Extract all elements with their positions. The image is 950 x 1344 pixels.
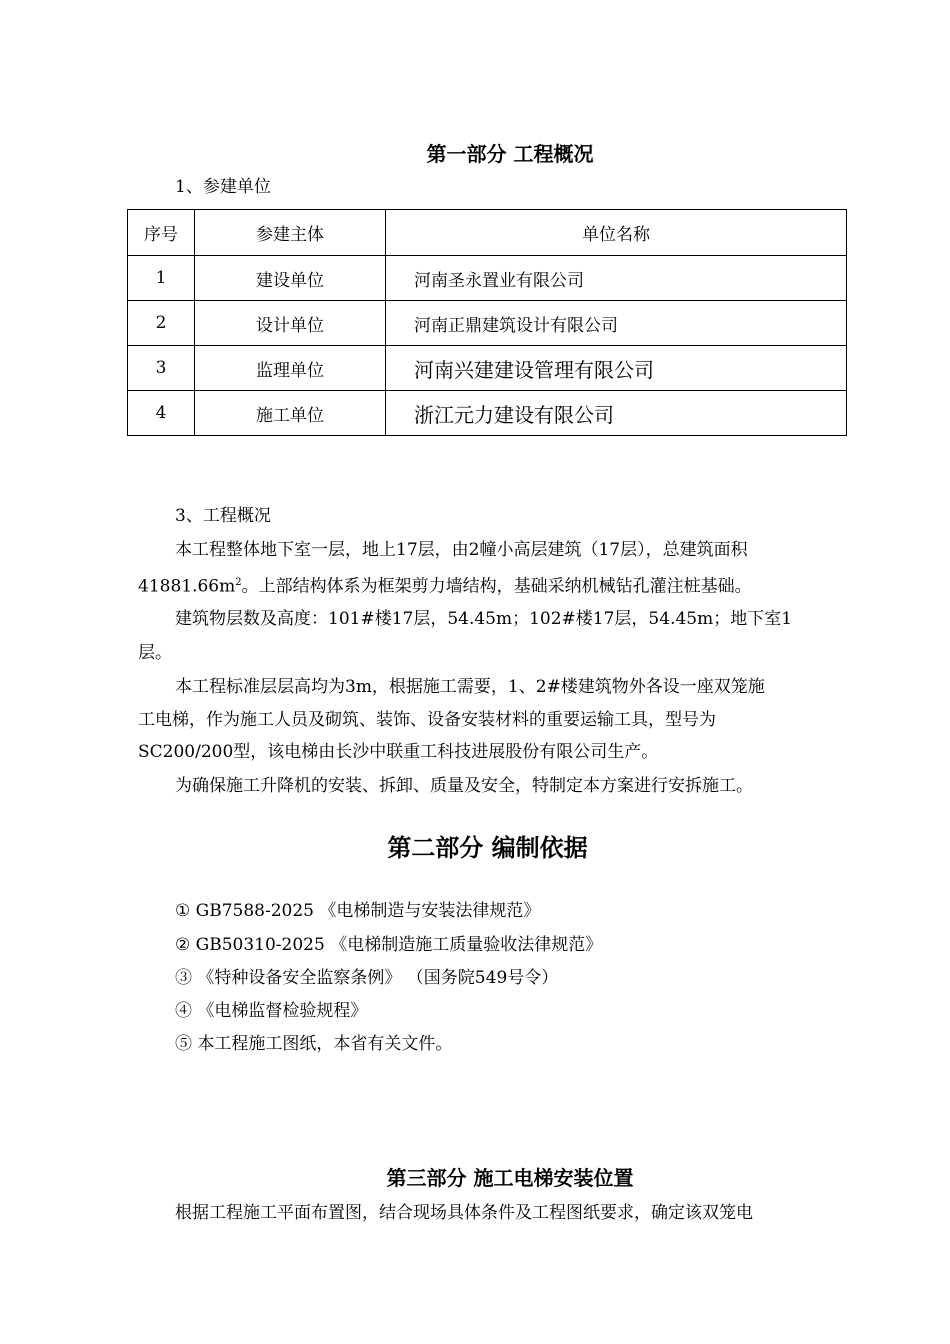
row-no: 1 <box>128 256 195 301</box>
part1-title: 第一部分 工程概况 <box>426 142 594 166</box>
part3-title: 第三部分 施工电梯安装位置 <box>386 1166 634 1190</box>
overview-para1-line2 <box>138 571 752 599</box>
table-row <box>128 346 847 391</box>
row-role: 监理单位 <box>195 346 386 391</box>
basis-item-4: ④ 《电梯监督检验规程》 <box>175 1001 368 1021</box>
basis-item-1: ① GB7588-2025 《电梯制造与安装法律规范》 <box>175 901 541 921</box>
basis-item-2: ② GB50310-2025 《电梯制造施工质量验收法律规范》 <box>175 935 603 955</box>
row-no: 2 <box>128 301 195 346</box>
table-header-row <box>128 210 847 256</box>
overview-para1-line2-rest: 。上部结构体系为框架剪力墙结构，基础采纳机械钻孔灌注桩基础。 <box>241 576 752 597</box>
table-row <box>128 256 847 301</box>
section3-heading: 3、工程概况 <box>175 506 271 526</box>
location-para1-line1: 根据工程施工平面布置图，结合现场具体条件及工程图纸要求，确定该双笼电 <box>175 1203 753 1223</box>
overview-para3-line2: 工电梯，作为施工人员及砌筑、装饰、设备安装材料的重要运输工具，型号为 <box>138 710 716 730</box>
area-value: 41881.66m <box>138 576 236 597</box>
row-no: 3 <box>128 346 195 391</box>
header-name: 单位名称 <box>386 210 847 256</box>
header-no: 序号 <box>128 210 195 256</box>
overview-para1-line1: 本工程整体地下室一层，地上17层，由2幢小高层建筑（17层），总建筑面积 <box>175 540 748 560</box>
overview-para3-line1: 本工程标准层层高均为3m，根据施工需要，1、2#楼建筑物外各设一座双笼施 <box>175 677 765 697</box>
part2-title: 第二部分 编制依据 <box>387 834 588 862</box>
basis-item-5: ⑤ 本工程施工图纸，本省有关文件。 <box>175 1034 453 1054</box>
overview-para3-line3: SC200/200型，该电梯由长沙中联重工科技进展股份有限公司生产。 <box>138 742 659 762</box>
row-name: 浙江元力建设有限公司 <box>386 391 847 436</box>
header-role: 参建主体 <box>195 210 386 256</box>
table-row <box>128 301 847 346</box>
row-role: 施工单位 <box>195 391 386 436</box>
row-name: 河南兴建建设管理有限公司 <box>386 346 847 391</box>
area-unit-superscript: 2 <box>235 577 242 588</box>
row-name: 河南正鼎建筑设计有限公司 <box>386 301 847 346</box>
row-name: 河南圣永置业有限公司 <box>386 256 847 301</box>
row-role: 设计单位 <box>195 301 386 346</box>
row-no: 4 <box>128 391 195 436</box>
overview-para2-line2: 层。 <box>138 643 172 663</box>
participants-table <box>127 209 847 436</box>
basis-item-3: ③ 《特种设备安全监察条例》 （国务院549号令） <box>175 968 559 988</box>
row-role: 建设单位 <box>195 256 386 301</box>
overview-para2-line1: 建筑物层数及高度：101#楼17层，54.45m；102#楼17层，54.45m；地下室1 <box>175 609 793 629</box>
table-row <box>128 391 847 436</box>
overview-para4: 为确保施工升降机的安装、拆卸、质量及安全，特制定本方案进行安拆施工。 <box>175 776 753 796</box>
section1-heading: 1、参建单位 <box>175 177 271 197</box>
